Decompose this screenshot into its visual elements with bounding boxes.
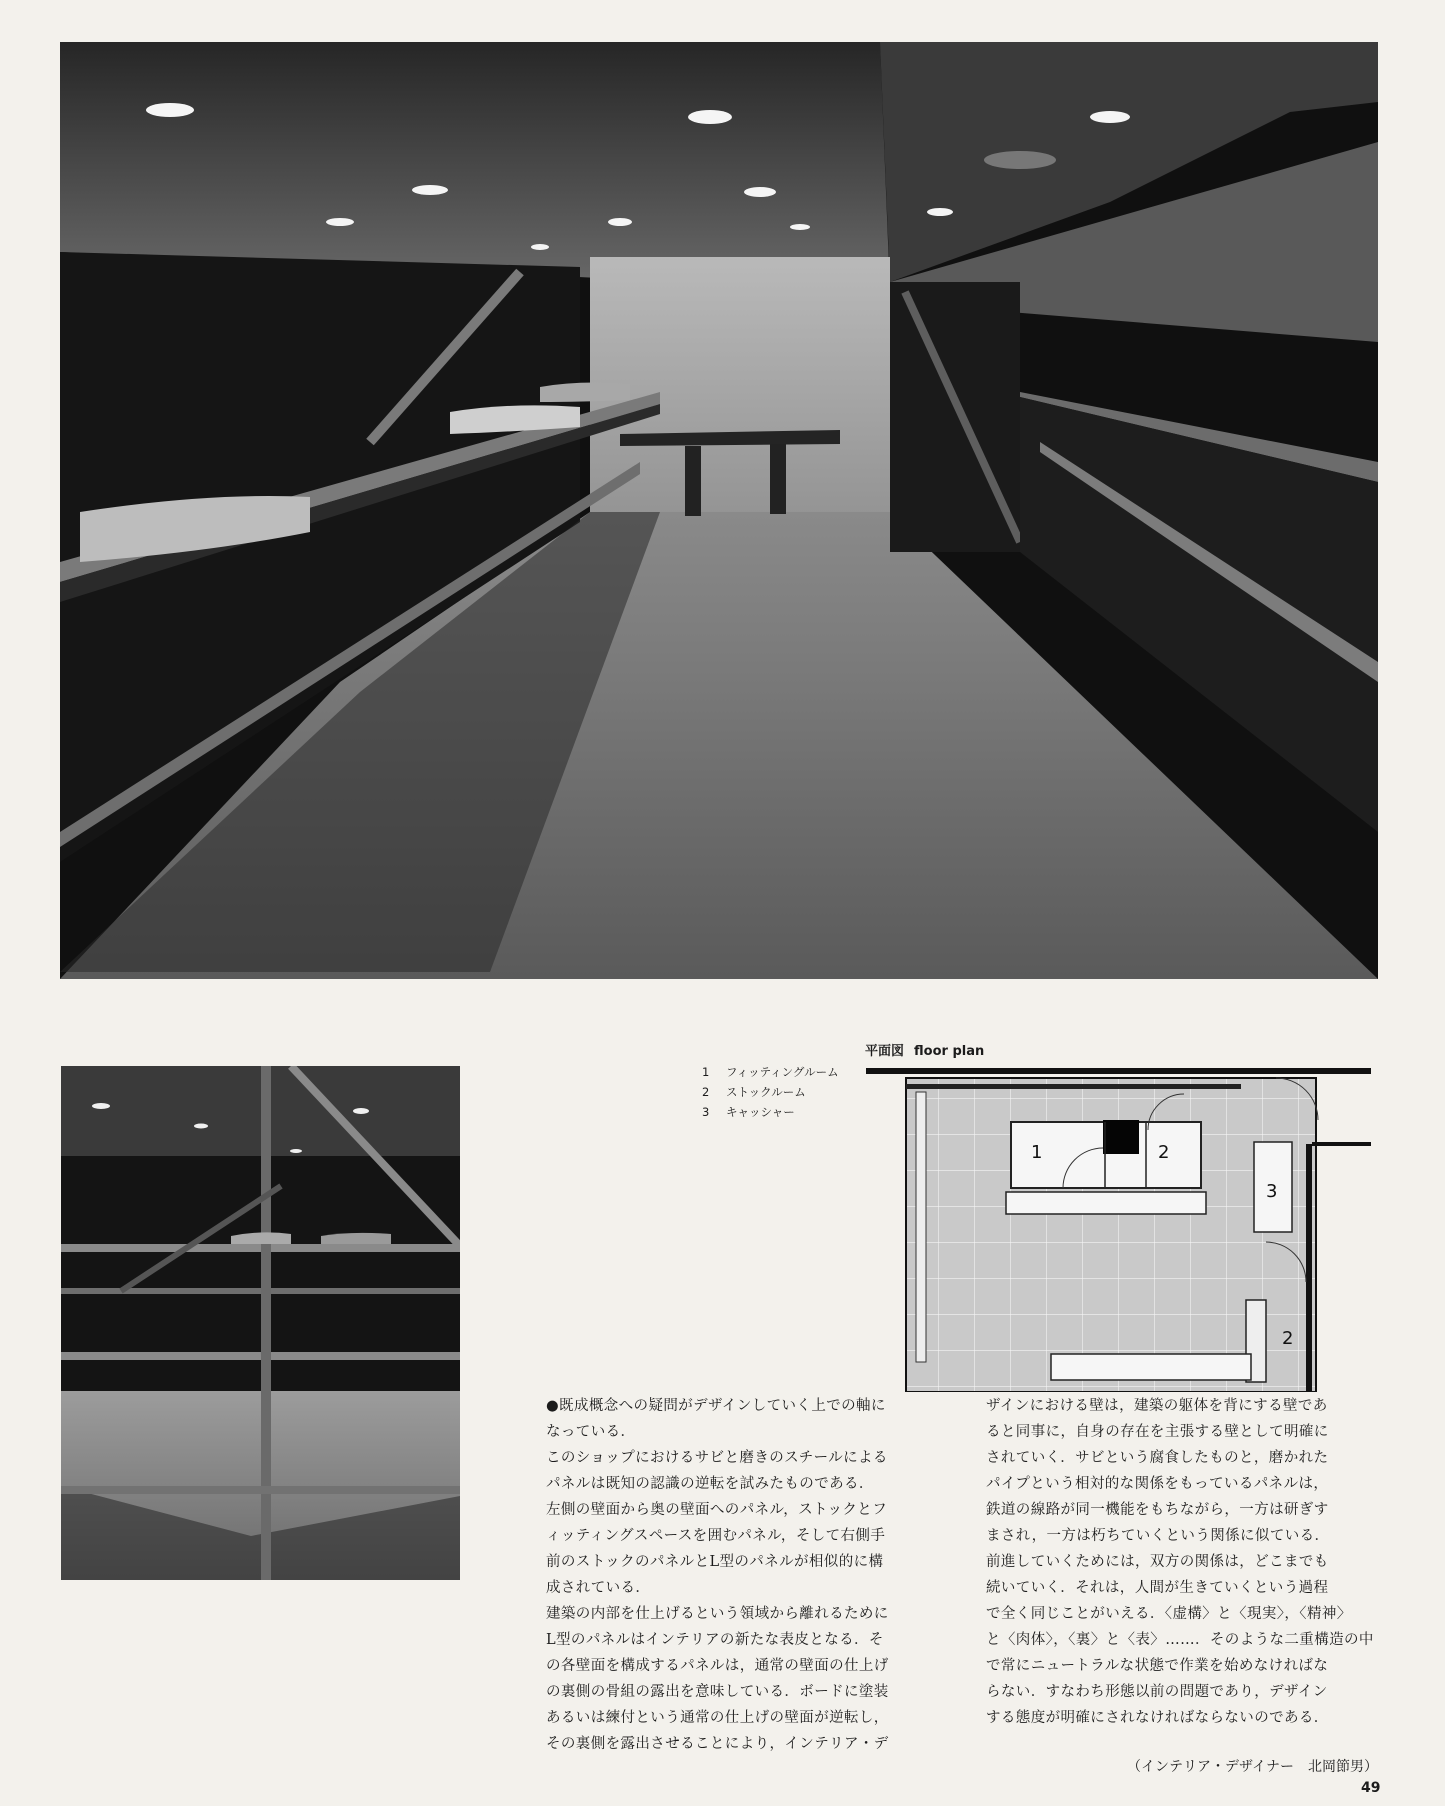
main-shop-photo xyxy=(60,42,1378,979)
text-line: ィッティングスペースを囲むパネル，そして右側手 xyxy=(546,1528,886,1544)
text-line: このショップにおけるサビと磨きのスチールによる xyxy=(546,1450,888,1466)
page-number: 49 xyxy=(1361,1780,1381,1796)
plan-label-stock-b: 2 xyxy=(1282,1328,1294,1349)
text-line: まされ，一方は朽ちていくという関係に似ている． xyxy=(986,1528,1330,1544)
author-credit: （インテリア・デザイナー 北岡節男） xyxy=(1126,1759,1378,1775)
text-line: パイプという相対的な関係をもっているパネルは， xyxy=(986,1476,1329,1492)
text-line: ●既成概念への疑問がデザインしていく上での軸に xyxy=(546,1398,886,1414)
text-line: の裏側の骨組の露出を意味している．ボードに塗装 xyxy=(546,1684,889,1700)
body-text-left-column xyxy=(546,1393,946,1757)
text-line: の各壁面を構成するパネルは，通常の壁面の仕上げ xyxy=(546,1658,889,1674)
text-line: ザインにおける壁は，建築の躯体を背にする壁であ xyxy=(986,1398,1328,1414)
text-line: その裏側を露出させることにより，インテリア・デ xyxy=(546,1736,889,1752)
plan-label-stock-a: 2 xyxy=(1158,1142,1170,1163)
text-line: で全く同じことがいえる．〈虚構〉と〈現実〉，〈精神〉 xyxy=(986,1606,1352,1622)
text-line: ると同事に，自身の存在を主張する壁として明確に xyxy=(986,1424,1329,1440)
text-line: で常にニュートラルな状態で作業を始めなければな xyxy=(986,1658,1329,1674)
text-line: する態度が明確にされなければならないのである． xyxy=(986,1710,1329,1726)
legend-number: 3 xyxy=(702,1105,710,1119)
legend-item xyxy=(702,1102,839,1122)
legend-item xyxy=(702,1082,839,1102)
text-line: 続いていく．それは，人間が生きていくという過程 xyxy=(986,1580,1329,1596)
plan-label-fitting: 1 xyxy=(1031,1142,1043,1163)
text-line: L型のパネルはインテリアの新たな表皮となる．そ xyxy=(546,1632,884,1648)
floor-plan-legend xyxy=(702,1062,839,1122)
text-line: 左側の壁面から奥の壁面へのパネル，ストックとフ xyxy=(546,1502,888,1518)
legend-item xyxy=(702,1062,839,1082)
text-line: なっている． xyxy=(546,1424,636,1440)
text-line: 前進していくためには，双方の関係は，どこまでも xyxy=(986,1554,1329,1570)
legend-label: ストックルーム xyxy=(726,1085,806,1099)
legend-number: 1 xyxy=(702,1065,710,1079)
text-line: 前のストックのパネルとL型のパネルが相似的に構 xyxy=(546,1554,884,1570)
text-line: 建築の内部を仕上げるという領域から離れるために xyxy=(546,1606,889,1622)
text-line: と〈肉体〉，〈裏〉と〈表〉……．そのような二重構造の中 xyxy=(986,1632,1374,1648)
text-line: されていく．サビという腐食したものと，磨かれた xyxy=(986,1450,1329,1466)
floor-plan-drawing xyxy=(866,1062,1371,1392)
legend-label: キャッシャー xyxy=(726,1105,795,1119)
plan-label-cashier: 3 xyxy=(1266,1181,1278,1202)
legend-label: フィッティングルーム xyxy=(726,1065,839,1079)
floor-plan-title-en: floor plan xyxy=(914,1044,985,1059)
text-line: らない．すなわち形態以前の問題であり，デザイン xyxy=(986,1684,1328,1700)
text-line: 成されている． xyxy=(546,1580,651,1596)
detail-shop-photo xyxy=(61,1066,460,1580)
text-line: 鉄道の線路が同一機能をもちながら，一方は研ぎす xyxy=(986,1502,1329,1518)
floor-plan-title-ja: 平面図 xyxy=(865,1044,905,1059)
text-line: あるいは練付という通常の仕上げの壁面が逆転し， xyxy=(546,1710,889,1726)
body-text-right-column xyxy=(986,1393,1378,1731)
legend-number: 2 xyxy=(702,1085,710,1099)
text-line: パネルは既知の認識の逆転を試みたものである． xyxy=(546,1476,874,1492)
floor-plan-title xyxy=(865,1040,984,1059)
